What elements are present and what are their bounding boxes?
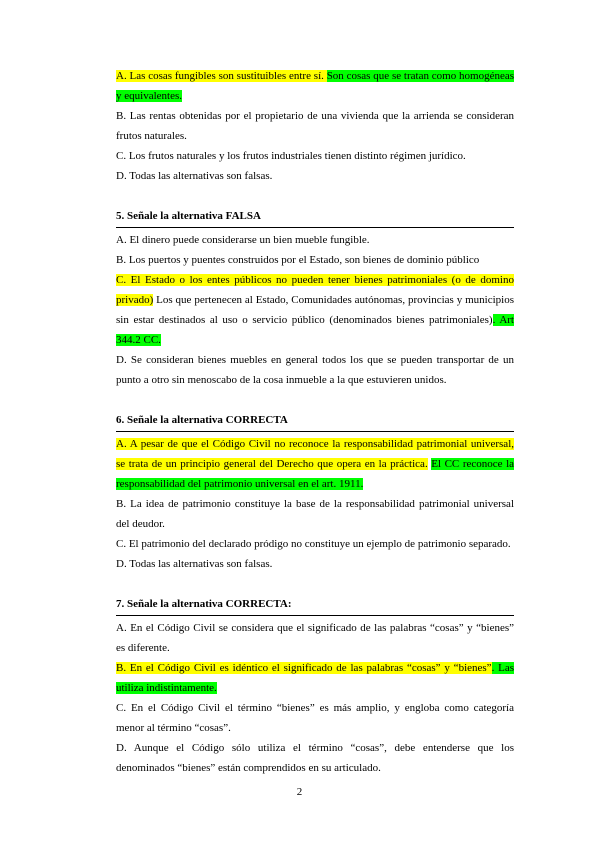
option-d: D. Se consideran bienes muebles en general todos los que se pueden transportar de un punto a otro sin menoscabo de la cosa inmueble a la que estuvieren unidos. <box>116 354 514 386</box>
text-segment: Los que pertenecen al Estado, Comunidades autónomas, provincias y municipios sin estar destinados al uso o servicio público (denominados bienes patrimoniales) <box>116 294 514 326</box>
option-a <box>116 66 514 106</box>
option-b: B. Los puertos y puentes construidos por el Estado, son bienes de dominio público <box>116 254 480 266</box>
page-number: 2 <box>296 786 303 798</box>
question-7 <box>116 594 514 778</box>
option-b: B. La idea de patrimonio constituye la base de la responsabilidad patrimonial universal del deudor. <box>116 498 514 530</box>
option-a <box>116 434 514 494</box>
highlight-green: Son cosas que se tratan como homogéneas y equivalentes. <box>116 70 515 102</box>
highlight-green: El CC reconoce la responsabilidad del patrimonio universal en el art. 1911. <box>116 458 515 490</box>
option-d: D. Aunque el Código sólo utiliza el término “cosas”, debe entenderse que los denominados “bienes” están comprendidos en su articulado. <box>116 742 514 774</box>
option-b <box>116 658 514 698</box>
highlight-yellow: A. A pesar de que el Código Civil no reconoce la responsabilidad patrimonial universal, se trata de un principio general del Derecho que opera en la práctica. <box>116 438 514 470</box>
option-c: C. En el Código Civil el término “bienes” es más amplio, y engloba como categoría menor al término “cosas”. <box>116 702 514 734</box>
question-title: 7. Señale la alternativa CORRECTA: <box>116 594 514 616</box>
option-c <box>116 270 514 350</box>
option-c: C. El patrimonio del declarado pródigo no constituye un ejemplo de patrimonio separado. <box>116 538 511 550</box>
option-d: D. Todas las alternativas son falsas. <box>116 170 273 182</box>
document-page <box>116 66 514 778</box>
highlight-yellow: B. En el Código Civil es idéntico el significado de las palabras “cosas” y “bienes” <box>116 662 492 674</box>
option-b: B. Las rentas obtenidas por el propietario de una vivienda que la arrienda se consideran frutos naturales. <box>116 110 514 142</box>
option-a: A. En el Código Civil se considera que el significado de las palabras “cosas” y “bienes” es diferente. <box>116 622 514 654</box>
option-c: C. Los frutos naturales y los frutos industriales tienen distinto régimen jurídico. <box>116 150 466 162</box>
option-d: D. Todas las alternativas son falsas. <box>116 558 273 570</box>
question-4-continued <box>116 66 514 186</box>
highlight-yellow: A. Las cosas fungibles son sustituibles entre sí. <box>116 70 327 82</box>
question-5 <box>116 206 514 390</box>
highlight-green: . Las utiliza indistintamente. <box>116 662 515 694</box>
highlight-yellow: C. El Estado o los entes públicos no pueden tener bienes patrimoniales (o de domino privado) <box>116 274 514 306</box>
question-6 <box>116 410 514 574</box>
question-title: 5. Señale la alternativa FALSA <box>116 206 514 228</box>
highlight-green: . Art 344.2 CC. <box>116 314 514 346</box>
option-a: A. El dinero puede considerarse un bien mueble fungible. <box>116 234 370 246</box>
question-title: 6. Señale la alternativa CORRECTA <box>116 410 514 432</box>
